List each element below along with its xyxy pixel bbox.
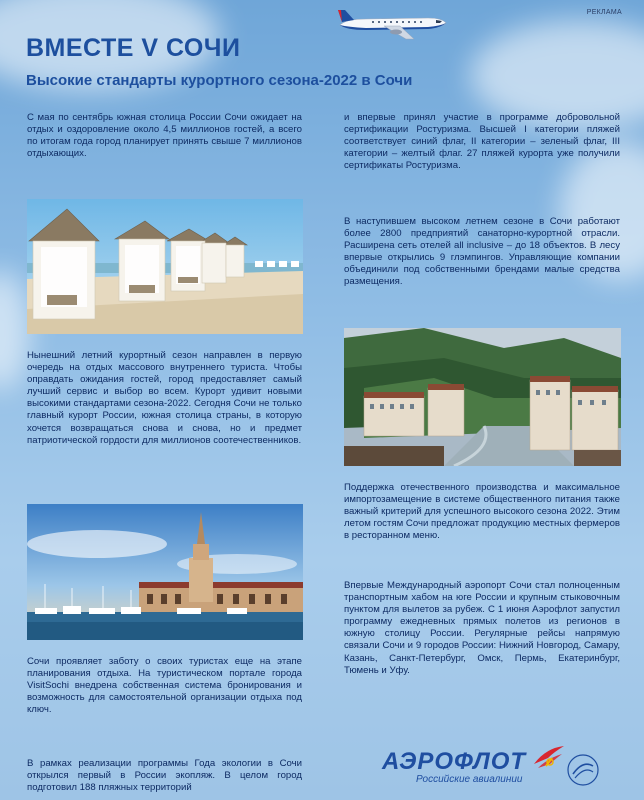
paragraph-local-food: Поддержка отечественного производства и максимальное импортозамещение в системе общественного питания также важный критерий для успешного высокого сезона 2022. Этим летом гостям Сочи предложат продукцию местных фермеров в ресторанном меню. xyxy=(344,482,620,542)
logo-name: АЭРОФЛОТ xyxy=(382,748,527,775)
mountain-resort-photo xyxy=(344,328,621,466)
beach-cabanas-photo xyxy=(27,199,303,334)
paragraph-hotels: В наступившем высоком летнем сезоне в Сочи работают более 2800 предприятий санаторно-курортной отрасли. Расширена сеть отелей all inclusive – до 18 объектов. В лесу впервые открылись 9 глэмпингов. Управляющие компании объединили под собственными брендами малые средства размещения. xyxy=(344,216,620,288)
logo-tagline: Российские авиалинии xyxy=(416,774,523,785)
page-title: ВМЕСТЕ V СОЧИ xyxy=(26,34,241,62)
page-subtitle: Высокие стандарты курортного сезона-2022 в Сочи xyxy=(26,72,413,89)
airplane-illustration xyxy=(336,6,448,42)
paragraph-season: Нынешний летний курортный сезон направлен в первую очередь на отдых массового внутреннего туриста. Чтобы оправдать ожидания гостей, город предоставляет самый лучший сервис и выбор во всем. Курорт удивит новыми высокими стандартами сезона-2022. Сегодня Сочи не только главный курорт России, южная столица страны, в которую хочется возвращаться снова и снова, но и предмет патриотической гордости для миллионов соотечественников. xyxy=(27,350,302,446)
ad-label: РЕКЛАМА xyxy=(586,9,622,16)
paragraph-visitsochi: Сочи проявляет заботу о своих туристах еще на этапе планирования отдыха. На туристическом портале города VisitSochi внедрена собственная система бронирования и возможность для самостоятельной организации отдыха под ключ. xyxy=(27,656,302,716)
paragraph-intro: С мая по сентябрь южная столица России Сочи ожидает на отдых и оздоровление около 4,5 миллионов гостей, а всего по итогам года город планирует принять свыше 7 миллионов отдыхающих. xyxy=(27,112,302,160)
paragraph-certification: и впервые принял участие в программе добровольной сертификации Ростуризма. Высшей I категории пляжей соответствует синий флаг, II категории – зеленый флаг, III категории – желтый флаг. 27 пляжей курорта уже получили сертификаты Ростуризма. xyxy=(344,112,620,172)
paragraph-ecology: В рамках реализации программы Года экологии в Сочи открылся первый в России экопляж. В целом город подготовил 188 пляжных территорий xyxy=(27,758,302,794)
aeroflot-logo xyxy=(382,748,526,785)
skyteam-alliance-icon xyxy=(565,752,601,788)
cloud-decoration xyxy=(0,270,30,390)
winged-hammer-sickle-icon xyxy=(532,744,566,772)
paragraph-airport: Впервые Международный аэропорт Сочи стал полноценным транспортным хабом на юге России и крупным стыковочным пунктом для вылетов за рубеж. С 1 июня Аэрофлот запустил программу ежедневных прямых полетов из регионов в южную столицу России. Регулярные рейсы напрямую связали Сочи и 9 городов России: Нижний Новгород, Самару, Казань, Санкт-Петербург, Омск, Пермь, Екатеринбург, Тюмень и Уфу. xyxy=(344,580,620,676)
sochi-seaport-photo xyxy=(27,504,303,640)
